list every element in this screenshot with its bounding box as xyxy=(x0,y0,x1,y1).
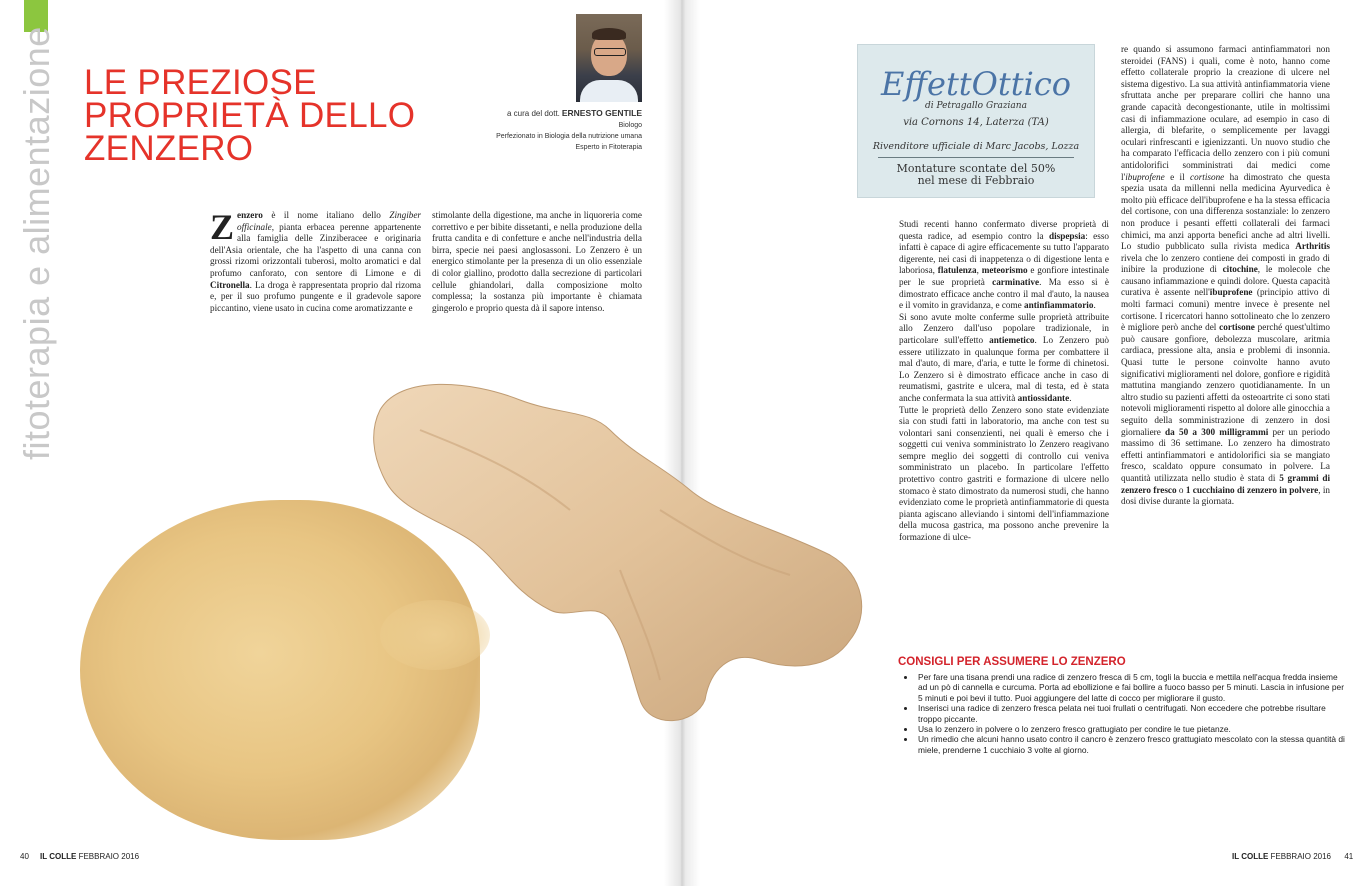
text-span: re quando si assumono farmaci antinfiammatori non steroidei (FANS) i quali, come è noto, hanno come effetto collaterale proprio la creazione di ulcere nel sistema digestivo. La sua attività antinfiammatoria viene sfruttata anche per preparare colliri che hanno una grande capacità decongestionante, utile in moltissimi casi di infiammazione oculare, ad esempio in caso di allergia, di blefarite, o semplicemente per lavaggi oculari rinfrescanti e igienizzanti. Un nuovo studio che ha comparato l'efficacia dello zenzero con i più comuni antidolorifici somministrati dai medici come l' xyxy=(1121,44,1330,182)
ad-address: via Cornons 14, Laterza (TA) xyxy=(903,117,1049,128)
tip-item: • Inserisci una radice di zenzero fresca pelata nei tuoi frullati o centrifugati. Non eccedere che potrebbe risultare troppo piccante. xyxy=(916,703,1348,724)
text-span: (principio attivo di molti farmaci comuni) mentre invece è presente nel cortisone. I ricercatori hanno sottolineato che lo zenzero è migliore però anche del xyxy=(1121,287,1330,333)
term-ibuprofene: ibuprofene xyxy=(1125,171,1165,182)
term-citochine: citochine xyxy=(1222,264,1258,275)
author-byline xyxy=(470,108,642,153)
intro-column-1 xyxy=(210,207,421,314)
article-title: LE PREZIOSE PROPRIETÀ DELLO ZENZERO xyxy=(84,63,416,168)
issue-date-left: FEBBRAIO 2016 xyxy=(78,852,140,861)
text-span: è il nome italiano dello xyxy=(262,210,390,220)
text-span: e gonfiore intestinale per le sue proprietà xyxy=(899,265,1109,287)
text-span: . xyxy=(1069,392,1072,403)
ginger-root-image xyxy=(360,370,880,730)
author-credential-1: Perfezionato in Biologia della nutrizione umana xyxy=(496,133,642,140)
text-span: Studi recenti hanno confermato diverse proprietà di questa radice, ad esempio contro la xyxy=(899,219,1109,241)
author-name: ERNESTO GENTILE xyxy=(561,108,642,118)
byline-prefix: a cura del dott. xyxy=(506,109,560,118)
term-meteorismo: meteorismo xyxy=(981,265,1028,276)
ad-dealer: Rivenditore ufficiale di Marc Jacobs, Lozza xyxy=(872,141,1080,152)
text-span: Si sono avute molte conferme sulle proprietà attribuite allo Zenzero dall'uso popolare tradizionale, in particolare sull'effetto xyxy=(899,311,1109,345)
ad-promo-line-2: nel mese di Febbraio xyxy=(917,174,1035,187)
tip-item: • Per fare una tisana prendi una radice di zenzero fresca di 5 cm, togli la buccia e mettila nell'acqua fredda insieme ad un pò di cannella e curcuma. Porta ad ebollizione e fai bollire a fuoco basso per 5 minuti. Lascia in infusione per 5 minuti e poi bevi il tutto. Puoi aggiungere del latte di cocco per migliorare il gusto. xyxy=(916,672,1348,703)
term-dispepsia: dispepsia xyxy=(1048,230,1086,241)
text-span: rivela che lo zenzero contiene dei composti in grado di inibire la produzione di xyxy=(1121,252,1330,275)
text-span: , in dosi divise durante la giornata. xyxy=(1121,484,1330,507)
author-hair xyxy=(592,28,626,40)
term-powder-dose: 1 cucchiaino di zenzero in polvere xyxy=(1185,484,1319,495)
text-span: , le molecole che causano infiammazione e quindi dolore. Questa capacità curativa è assente nell' xyxy=(1121,264,1331,298)
author-role: Biologo xyxy=(618,122,642,129)
ad-owner: di Petragallo Graziana xyxy=(925,101,1027,111)
text-span: . xyxy=(1093,300,1096,311)
body-column-right xyxy=(1121,44,1330,508)
page-number-right: 41 xyxy=(1344,852,1354,861)
section-label: fitoterapia e alimentazione xyxy=(16,26,57,460)
author-photo xyxy=(576,14,642,102)
text-span: perché quest'ultimo può causare gonfiore, debolezza muscolare, aritmia cardiaca, pressione alta, ansia e problemi di insonnia. Quasi tutte le persone coinvolte hanno avuto significativi miglioramenti nel dolore, gonfiore e rigidità mattutina mangiando zenzero quotidianamente. In un altro studio su pazienti affetti da osteoartrite ci sono stati notevoli miglioramenti rispetto al dolore alle ginocchia a seguito della somministrazione di zenzero in dosi giornaliere xyxy=(1121,322,1330,437)
author-credential-2: Esperto in Fitoterapia xyxy=(575,144,642,151)
tips-heading: CONSIGLI PER ASSUMERE LO ZENZERO xyxy=(898,656,1126,668)
issue-date-right: FEBBRAIO 2016 xyxy=(1270,852,1332,861)
text-span: o xyxy=(1176,484,1186,495)
footer-left xyxy=(20,852,139,861)
author-glasses xyxy=(594,48,626,56)
term-arthritis: Arthritis xyxy=(1295,241,1330,252)
term-antiemetico: antiemetico xyxy=(989,334,1035,345)
author-shirt xyxy=(580,80,638,102)
ad-logo: EffettOttico xyxy=(880,65,1072,103)
term-dose: da 50 a 300 milligrammi xyxy=(1165,426,1269,437)
ad-promo-line-1: Montature scontate del 50% xyxy=(896,162,1056,175)
ginger-root-body xyxy=(374,384,862,720)
text-span: , xyxy=(976,265,982,276)
page-number-left: 40 xyxy=(20,852,29,861)
text-span: . Lo Zenzero può essere utilizzato in qualunque forma per combattere il mal d'auto, di mare, d'aria, e tutte le forme di chinetosi. Lo Zenzero si è dimostrato efficace anche in caso di reumatismi, gastrite e ulcera, mal di testa, ed è stata anche confermata la sua attività xyxy=(899,334,1109,403)
text-span: , pianta erbacea perenne appartenente alla famiglia delle Zinziberacee e originaria dell'Asia orientale, che ha l'aspetto di una canna con grossi rizomi orizzontali tuberosi, molto aromatici e dal profumo canforato, con sentore di Limone e di xyxy=(210,221,421,278)
text-span: Tutte le proprietà dello Zenzero sono state evidenziate sia con studi fatti in laboratorio, ma anche con test su volontari sani consenzienti, nei quali è emerso che i soggetti cui veniva somministrato lo Zenzero reagivano sempre meglio dei soggetti di controllo cui veniva somministrato un placebo. In particolare l'effetto protettivo contro gastriti e formazione di ulcere nello stomaco è stato dimostrato da numerosi studi, che hanno evidenziato come le proprietà antinfiammatorie di questa pianta agiscano alleviando i sintomi dell'infiammazione della mucosa gastrica, ma possono anche prevenire la formazione di ulce- xyxy=(899,404,1109,543)
tips-list xyxy=(898,672,1348,755)
footer-right xyxy=(1232,852,1353,861)
term-cortisone: cortisone xyxy=(1190,171,1225,182)
magazine-name-right: IL COLLE xyxy=(1232,852,1269,861)
term-ibuprofene-2: ibuprofene xyxy=(1209,287,1253,298)
drop-cap: Z xyxy=(210,207,235,247)
optician-ad xyxy=(857,44,1095,198)
term-cortisone-2: cortisone xyxy=(1219,322,1255,333)
term-fresh-dose: 5 grammi di zenzero fresco xyxy=(1121,472,1331,495)
term-scientific-name: Zingiber officinale xyxy=(237,210,421,232)
term-citronella: Citronella xyxy=(210,279,250,290)
text-span: : esso infatti è capace di agire efficacemente su tutto l'apparato digerente, nei casi di inappetenza o di digestione lenta e laboriosa, xyxy=(899,230,1110,276)
magazine-name-left: IL COLLE xyxy=(40,852,77,861)
term-flatulenza: flatulenza xyxy=(937,265,977,276)
intro-column-2: stimolante della digestione, ma anche in liquoreria come correttivo e per bibite dissetanti, e nella produzione della frutta candita e di confetture e anche nell'industria della birra, specie nei paesi anglosassoni. Lo Zenzero è un energico stimolante per la presenza di un olio essenziale di color giallino, prodotto dalla secrezione di particolari cellule ghiandolari, dalla composizione molto complessa; la sostanza più importante è chiamata gingerolo e proprio questa dà il sapore intenso. xyxy=(432,210,642,313)
tip-item: • Un rimedio che alcuni hanno usato contro il cancro è zenzero fresco grattugiato mescolato con la stessa quantità di miele, prenderne 1 cucchiaio 3 volte al giorno. xyxy=(916,734,1348,755)
term-carminative: carminative xyxy=(992,276,1040,287)
tip-item: • Usa lo zenzero in polvere o lo zenzero fresco grattugiato per condire le tue pietanze. xyxy=(916,724,1348,734)
ad-divider xyxy=(878,157,1074,158)
term-zenzero: enzero xyxy=(237,210,263,220)
term-antinfiammatorio: antinfiammatorio xyxy=(1024,300,1094,311)
text-span: . Ma esso si è dimostrato efficace anche contro il mal d'auto, la nausea e il vomito in gravidanza, e come xyxy=(899,276,1109,311)
term-antiossidante: antiossidante xyxy=(1017,392,1070,403)
ad-promo xyxy=(858,163,1094,187)
text-span: e il xyxy=(1164,171,1191,182)
body-column-mid xyxy=(899,219,1109,544)
text-span: ha dimostrato che questa spezia usata da millenni nella medicina Ayurvedica è molto più efficace dell'ibuprofene e ha la stessa efficacia del cortisone, con una differenza sostanziale: lo zenzero non produce i pesanti effetti collaterali dei farmaci chimici, ma anzi apporta benefici anche ad altri livelli. Lo studio pubblicato sulla rivista medica xyxy=(1121,171,1330,252)
text-span: per un periodo massimo di 36 settimane. Lo zenzero ha dimostrato effetti antinfiammatori e antidolorifici sia se mangiato fresco, scaldato oppure consumato in polvere. La quantità utilizzata nello studio è stata di xyxy=(1121,426,1330,483)
text-span: . La droga è rappresentata proprio dal rizoma e, per il suo profumo pungente e il gradevole sapore piccantino, viene usato in cucina come aromatizzante e xyxy=(210,279,421,313)
